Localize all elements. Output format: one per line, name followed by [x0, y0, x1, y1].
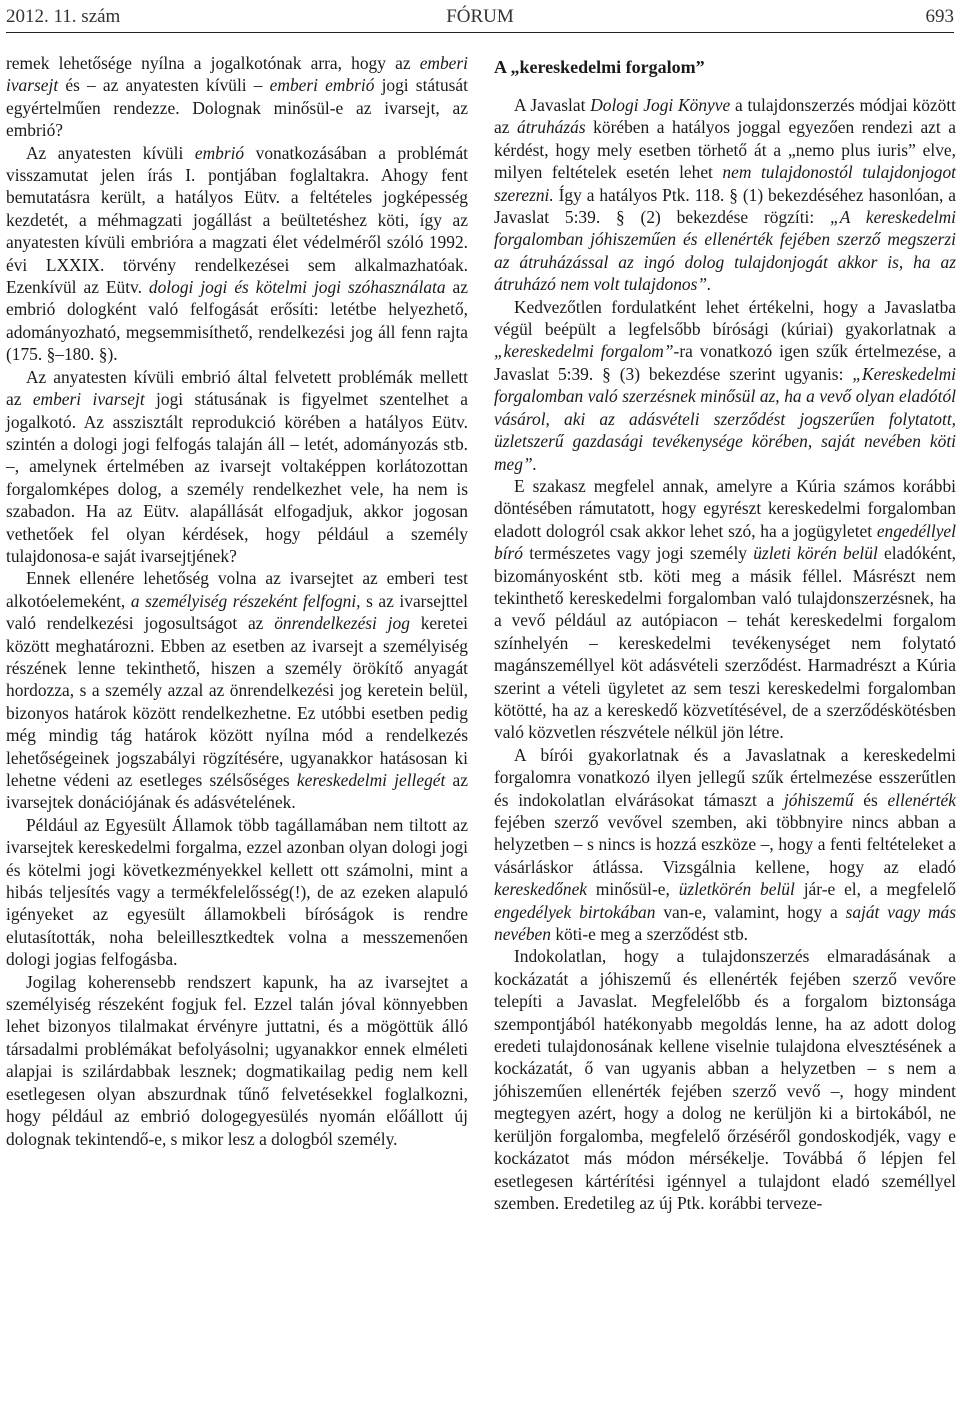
body-text: s az ivarsejttel való rendelkezési jogosultságot az: [6, 590, 468, 634]
paragraph: [6, 52, 468, 142]
emphasis-text: engedélyek birtokában: [494, 901, 656, 922]
emphasis-text: emberi ivarsejt: [32, 389, 145, 410]
body-text: köti-e meg a szerződést stb.: [550, 924, 748, 945]
body-text: minősül-e,: [587, 879, 679, 900]
emphasis-text: emberi ivarsejt: [6, 53, 468, 96]
paragraph: [494, 945, 956, 1214]
body-text: -ra vonatkozó igen szűk értelmezése, a Javaslat 5:39. § (3) bekezdése szerint ugyanis:: [494, 341, 956, 384]
body-text: keretei között meghatározni. Ebben az esetben az ivarsejt a személyiség részének lenne tekinthető, hiszen a személy örökítő anyagát hordozza, s a személy azzal az önrendelkezési jog keretein belül, bizonyos határok között rendelkezhetne. Ez utóbbi esetben pedig még mindig tág határok között nyílna mód a rendelkezés lehetőségeinek jogszabályi rögzítésére, ugyanakkor hatásosan ki lehetne védeni az esetleges szélsőséges: [6, 613, 468, 790]
paragraph: [494, 744, 956, 946]
journal-title: FÓRUM: [446, 6, 514, 27]
emphasis-text: Dologi Jogi Könyve: [590, 95, 731, 115]
page-header: [6, 4, 954, 33]
paragraph: [6, 971, 468, 1150]
emphasis-text: emberi embrió: [269, 75, 375, 96]
emphasis-text: a személyiség részeként felfogni,: [130, 590, 361, 611]
body-text: az ivarsejtek donációjának és adásvételének.: [6, 770, 468, 813]
emphasis-text: „A kereskedelmi forgalomban jóhiszeműen és ellenérték fejében szerző megszerzi az átruházással az ingó dolog tulajdonjogát akkor is, ha az átruházó nem volt tulajdonos”.: [494, 207, 956, 295]
emphasis-text: engedéllyel bíró: [494, 520, 956, 564]
emphasis-text: kereskedőnek: [494, 879, 588, 900]
emphasis-text: üzleti körén belül: [753, 543, 878, 564]
body-text: Például az Egyesült Államok több tagállamában nem tiltott az ivarsejtek kereskedelmi forgalma, ezzel azonban olyan dologi jogi és kötelmi jogi következményekkel kellett ott számolni, mint a hibás teljesítés vagy a termékfelelősség(!), de az ezeken alapuló igényeket az egyesült államokbeli bíróságok is rendre elutasították, noha beleillesztkedtek volna a messzemenően dologi jogias felfogásba.: [6, 814, 468, 970]
paragraph: [6, 366, 468, 568]
body-text: és – az anyatesten kívüli –: [58, 75, 270, 96]
body-text: Az anyatesten kívüli embrió által felvetett problémák mellett az: [6, 366, 468, 410]
body-text: vonatkozásában a problémát visszamutat jelen írás I. pontjában foglaltakra. Ahogy fent bemutatásra került, a hatályos Eütv. a feltételes jogképesség kezdetét, a méhmagzati jogállást a beültetéshez köti, így az anyatesten kívüli embrióra a magzati élet védelméről szóló 1992. évi LXXIX. törvény rendelkezései sem alkalmazhatóak. Ezenkívül az Eütv.: [6, 142, 468, 298]
emphasis-text: saját vagy más nevében: [494, 901, 957, 945]
emphasis-text: dologi jogi és kötelmi jogi szóhasználata: [148, 277, 446, 298]
emphasis-text: kereskedelmi jellegét: [296, 770, 446, 790]
body-text: Indokolatlan, hogy a tulajdonszerzés elmaradásának a kockázatát a jóhiszemű és ellenérték fejében szerző vevőre telepíti a Javaslat. Megfelelőbb és a forgalom biztonsága szempontjából hatékonyabb megoldás lenne, ha az adott dolog eredeti tulajdonosának kellene viselnie tulajdona elvesztésének a kockázatát, ő van ugyanis abban a helyzetben – s nem a jóhiszeműen ellenérték fejében szerző vevő –, hogy mindent megtegyen azért, hogy a dolog ne kerüljön ki a birtokából, ne kerüljön forgalomba, megfelelő őrzéséről gondoskodjék, vagy e kockázatot más módon mérsékelje. Továbbá ő lépjen fel esetlegesen kártérítési igénnyel a tulajdont eladó személlyel szemben. Eredetileg az új Ptk. korábbi terveze-: [494, 946, 956, 1213]
paragraph: [6, 567, 468, 813]
body-text: természetes vagy jogi személy: [523, 543, 754, 564]
body-text: fejében szerző vevővel szemben, aki többnyire nincs abban a helyzetben – s nincs is hozzá eszköze –, hogy a fenti feltételeket a vásárláskor átlássa. Vizsgálnia kellene, hogy az eladó: [494, 812, 956, 877]
left-column: [6, 52, 468, 1150]
paragraph: [6, 814, 468, 971]
emphasis-text: „kereskedelmi forgalom”: [494, 341, 674, 362]
body-text: jogi státusát egyértelműen rendezze. Dolognak minősül-e az ivarsejt, az embrió?: [6, 75, 468, 141]
body-text: A Javaslat: [514, 95, 591, 115]
emphasis-text: „Kereskedelmi forgalomban való szerzésnek minősül az, ha a vevő olyan eladótól vásárol, aki az adásvételi szerződést jogszerűen folytatott, üzletszerű gazdasági tevékenysége körében, saját nevében köti meg”.: [494, 363, 956, 474]
page-number: 693: [925, 6, 954, 27]
right-column: [494, 52, 956, 1214]
body-text: a tulajdonszerzés módjai között az: [494, 95, 956, 138]
body-text: remek lehetősége nyílna a jogalkotónak arra, hogy az: [6, 53, 420, 73]
body-text: jogi státusának is figyelmet szentelhet a jogalkotó. Az asszisztált reprodukció körében a hatályos Eütv. szintén a dologi jogi felfogás talaján áll – letét, adományozás stb. –, amelynek értelmében az ivarsejt voltaképpen korlátozottan forgalomképes dolog, a személy rendelkezhet vele, ha nem is szabadon. Ha az Eütv. alapállását elfogadjuk, akkor jogosan vethetőek fel olyan kérdések, hogy például a személy tulajdonosa-e saját ivarsejtjének?: [6, 389, 468, 566]
body-text: körében a hatályos joggal egyezően rendezi azt a kérdést, hogy mely esetben törhető át a „nemo plus iuris” elve, milyen feltételek esetén lehet: [494, 117, 956, 183]
body-text: az embrió dologként való felfogását erősíti: letétbe helyezhető, adományozható, megsemmisíthető, rendelkezési jog áll fenn rajta (175. §–180. §).: [6, 277, 468, 365]
emphasis-text: üzletkörén belül: [678, 879, 795, 900]
body-text: eladóként, bizományosként stb. köti meg a másik féllel. Másrészt nem tekinthető kereskedelmi forgalomban való tulajdonszerzésnek, ha a vevő például az autópiacon – tehát kereskedelmi forgalom színhelyén – kereskedelmi tevékenységet nem folytató magánszeméllyel köt adásvételi szerződést. Harmadrészt a Kúria szerint a vételi ügyletet az sem teszi kereskedelmi forgalomban kötötté, ha az a kereskedő közvetítésével, de a szerződéskötésben való közvetlen részvétele nélkül jön létre.: [494, 543, 957, 743]
paragraph: [494, 94, 956, 296]
body-text: jár-e el, a megfelelő: [794, 879, 957, 900]
issue-label: 2012. 11. szám: [6, 6, 121, 27]
emphasis-text: embrió: [194, 142, 245, 163]
paragraph: [6, 142, 468, 366]
emphasis-text: ellenérték: [887, 789, 956, 810]
body-text: van-e, valamint, hogy a: [655, 901, 846, 922]
section-heading: A „kereskedelmi forgalom”: [494, 57, 705, 77]
body-text: Kedvezőtlen fordulatként lehet értékelni, hogy a Javaslatba végül beépült a legfelsőbb bírósági (kúriai) gyakorlatnak a: [494, 296, 956, 340]
body-text: Jogilag koherensebb rendszert kapunk, ha az ivarsejtet a személyiség részeként fogjuk fel. Ezzel talán jóval könnyebben lehet bizonyos tilalmakat érvényre juttatni, és a mögöttük álló társadalmi problémákat befolyásolni; ugyanakkor ennek elméleti alapjai is szilárdabbak lesznek; dogmatikailag pedig nem kell esetlegesen olyan abszurdnak tűnő felvetésekkel foglalkozni, hogy például az embrió dologegyesülés nyomán előállott új dolognak tekintendő-e, s mikor lesz a dologból személy.: [6, 971, 468, 1149]
emphasis-text: jóhiszemű: [783, 789, 854, 810]
body-text: E szakasz megfelel annak, amelyre a Kúria számos korábbi döntésében rámutatott, hogy egyrészt kereskedelmi forgalomban eladott dologról csak akkor lehet szó, ha a jogügyletet: [494, 475, 956, 541]
emphasis-text: önrendelkezési jog: [274, 613, 410, 634]
body-text: Így a hatályos Ptk. 118. § (1) bekezdéséhez hasonlóan, a Javaslat 5:39. § (2) bekezdése rögzíti:: [494, 184, 956, 228]
body-text: Az anyatesten kívüli: [26, 142, 195, 163]
emphasis-text: átruházás: [517, 117, 586, 138]
paragraph: [494, 296, 956, 475]
body-text: Ennek ellenére lehetőség volna az ivarsejtet az emberi test alkotóelemeként,: [6, 568, 468, 611]
paragraph: [494, 475, 956, 744]
body-text: és: [853, 789, 888, 810]
emphasis-text: nem tulajdonostól tulajdonjogot szerezni.: [494, 162, 956, 205]
body-text: A bírói gyakorlatnak és a Javaslatnak a kereskedelmi forgalomra vonatkozó ilyen jellegű szűk értelmezése esszerűtlen és indokolatlan elvárásokat támaszt a: [494, 744, 956, 810]
